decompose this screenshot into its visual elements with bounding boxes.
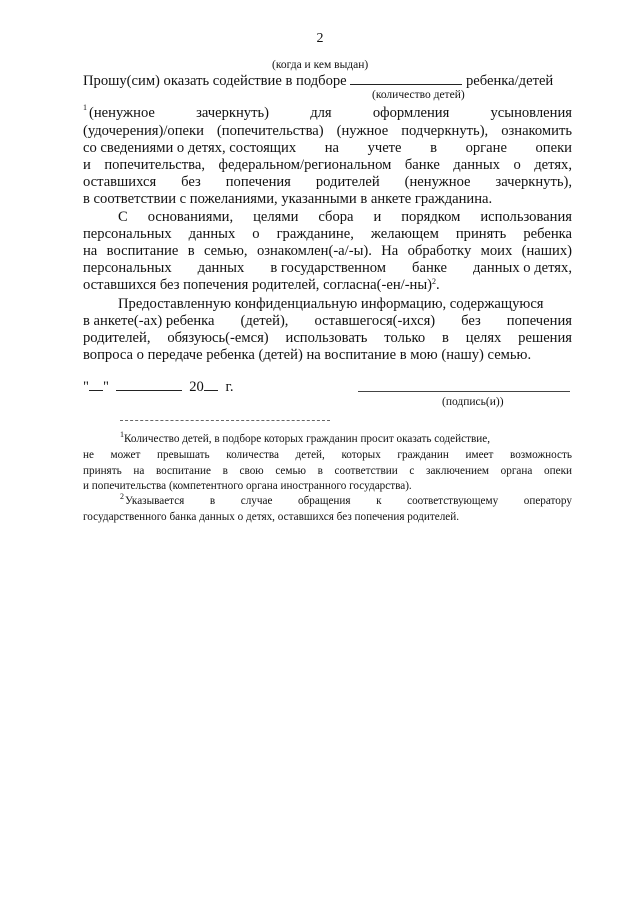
issued-by-label: (когда и кем выдан) bbox=[272, 59, 369, 71]
text: без bbox=[181, 174, 201, 190]
text: оформления bbox=[372, 105, 450, 121]
text: основаниями, bbox=[147, 209, 234, 225]
text: (ненужное bbox=[89, 105, 155, 121]
text: родителей bbox=[315, 174, 380, 190]
text: усыновления bbox=[490, 105, 572, 121]
text: " bbox=[102, 379, 109, 395]
text: (удочерения)/опеки (попечительства) (нужное подчеркнуть), ознакомить bbox=[83, 123, 572, 139]
text: оставшегося(-ихся) bbox=[314, 313, 436, 329]
text: (детей), bbox=[240, 313, 289, 329]
text: сбора bbox=[318, 209, 354, 225]
text: опеки bbox=[535, 140, 572, 156]
text: и попечительства (компетентного органа иностранного государства). bbox=[83, 480, 412, 492]
text: не может превышать количества детей, которых гражданин имеет возможность bbox=[83, 449, 572, 461]
month-field[interactable] bbox=[116, 378, 182, 391]
children-count-label: (количество детей) bbox=[372, 89, 465, 101]
text: Указывается bbox=[125, 495, 185, 507]
text: попечения bbox=[506, 313, 572, 329]
text: для bbox=[310, 105, 332, 121]
text: со сведениями о детях, состоящих bbox=[83, 140, 297, 156]
text: на воспитание в семью, ознакомлен(-а/-ы). На обработку моих (наших) bbox=[83, 243, 572, 259]
text: 20 bbox=[189, 379, 204, 395]
text: г. bbox=[225, 379, 234, 395]
text: зачеркнуть) bbox=[196, 105, 269, 121]
request-suffix: ребенка/детей bbox=[465, 73, 554, 89]
text: на bbox=[324, 140, 339, 156]
footnote-separator bbox=[120, 420, 330, 421]
text: принять на воспитание в свою семью в соответствии с заключением органа опеки bbox=[83, 465, 572, 477]
signature-label: (подпись(и)) bbox=[442, 396, 504, 408]
text: персональных bbox=[83, 260, 172, 276]
text: банке bbox=[412, 260, 447, 276]
signature-field[interactable] bbox=[358, 391, 570, 392]
date-line bbox=[83, 378, 323, 396]
text: в bbox=[430, 140, 438, 156]
text: родителей, обязуюсь(-емся) использовать только в целях решения bbox=[83, 330, 572, 346]
text: оператору bbox=[523, 495, 572, 507]
text: Количество детей, в подборе которых гражданин просит оказать содействие, bbox=[124, 433, 491, 445]
text: целями bbox=[253, 209, 299, 225]
year-field[interactable] bbox=[204, 378, 218, 391]
text: и bbox=[373, 209, 382, 225]
footnote-1-marker: 1 bbox=[120, 430, 124, 439]
text: органе bbox=[465, 140, 507, 156]
text: государственного банка данных о детях, оставшихся без попечения родителей. bbox=[83, 511, 460, 523]
text: в соответствии с пожеланиями, указанными в анкете гражданина. bbox=[83, 191, 493, 207]
text: данных о детях, bbox=[473, 260, 572, 276]
text: и попечительства, федеральном/региональном банке данных о детях, bbox=[83, 157, 572, 173]
text: вопроса о передаче ребенка (детей) на воспитание в мою (нашу) семью. bbox=[83, 347, 532, 363]
text: случае bbox=[240, 495, 273, 507]
footnote-ref-2: 2 bbox=[432, 277, 437, 286]
request-line bbox=[83, 72, 572, 90]
text: (ненужное bbox=[404, 174, 471, 190]
text: порядком bbox=[401, 209, 461, 225]
text: попечения bbox=[225, 174, 291, 190]
text: оставшихся bbox=[83, 174, 157, 190]
text: " bbox=[83, 379, 89, 395]
text: к bbox=[376, 495, 382, 507]
text: в bbox=[209, 495, 216, 507]
text: без bbox=[461, 313, 481, 329]
text: персональных данных о гражданине, желающем принять ребенка bbox=[83, 226, 572, 242]
text: в анкете(-ах) ребенка bbox=[83, 313, 215, 329]
children-count-field[interactable] bbox=[350, 72, 462, 85]
request-prefix: Прошу(сим) оказать содействие в подборе bbox=[83, 73, 347, 89]
text bbox=[83, 277, 572, 294]
text: использования bbox=[480, 209, 572, 225]
text: обращения bbox=[298, 495, 351, 507]
text: данных bbox=[197, 260, 245, 276]
text: учете bbox=[367, 140, 402, 156]
page-number: 2 bbox=[316, 31, 324, 46]
text: Предоставленную конфиденциальную информацию, содержащуюся bbox=[118, 296, 544, 312]
text: зачеркнуть), bbox=[495, 174, 572, 190]
text: в государственном bbox=[270, 260, 387, 276]
text: оставшихся без попечения родителей, согласна(-ен/-ны) bbox=[83, 277, 433, 293]
text: соответствующему bbox=[407, 495, 499, 507]
text: . bbox=[436, 277, 440, 293]
text: С bbox=[118, 209, 128, 225]
day-field[interactable] bbox=[89, 378, 103, 391]
